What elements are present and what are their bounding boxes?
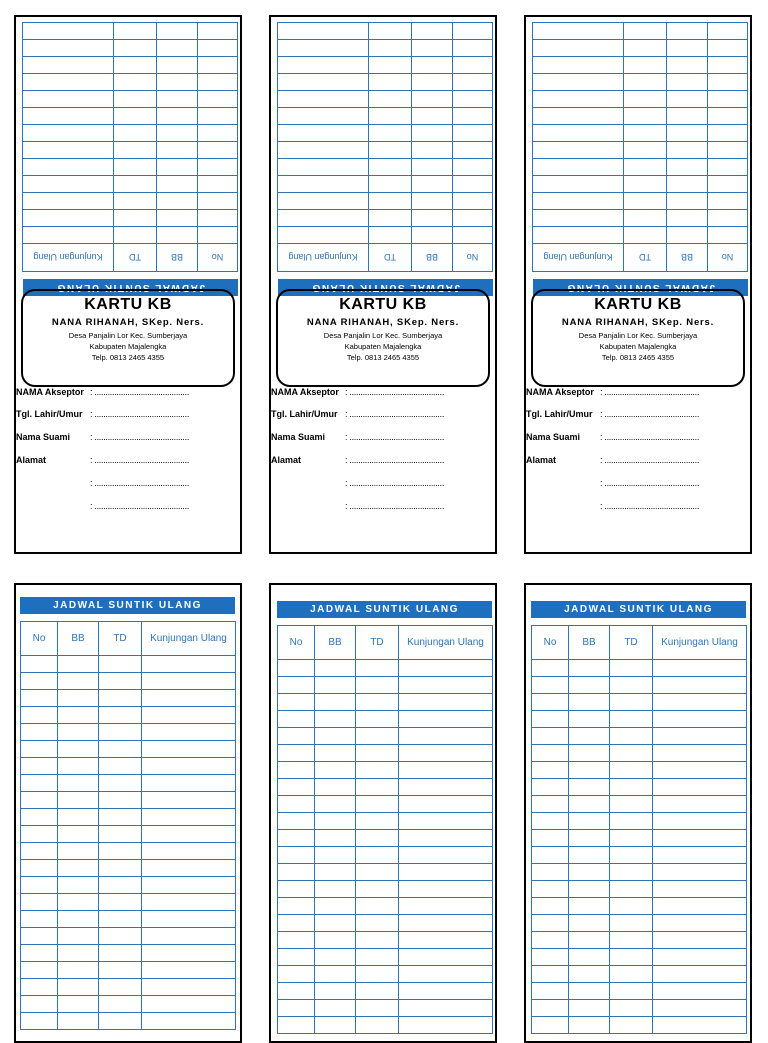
col-bb: BB bbox=[58, 622, 99, 656]
table-row bbox=[23, 125, 238, 142]
schedule-section bbox=[531, 601, 746, 1034]
table-row bbox=[533, 193, 748, 210]
col-bb: BB bbox=[157, 244, 198, 272]
table-row bbox=[278, 813, 493, 830]
table-row bbox=[278, 210, 493, 227]
form-row-alamat-2: : ........................................... bbox=[600, 478, 700, 488]
address-line-2: Kabupaten Majalengka bbox=[599, 342, 677, 351]
kb-card-front-3 bbox=[524, 15, 752, 554]
table-row bbox=[278, 898, 493, 915]
address-line-1: Desa Panjalin Lor Kec. Sumberjaya bbox=[578, 331, 698, 340]
col-bb: BB bbox=[412, 244, 453, 272]
table-row bbox=[21, 690, 236, 707]
table-row bbox=[278, 711, 493, 728]
table-row bbox=[21, 741, 236, 758]
table-row bbox=[21, 843, 236, 860]
table-row bbox=[532, 932, 747, 949]
table-row bbox=[533, 91, 748, 108]
card-title-box bbox=[531, 289, 745, 387]
form-row-alamat-2: : ........................................... bbox=[90, 478, 190, 488]
practitioner-name: NANA RIHANAH, SKep. Ners. bbox=[306, 317, 460, 328]
table-row bbox=[21, 724, 236, 741]
table-row bbox=[23, 108, 238, 125]
phone: Telp. 0813 2465 4355 bbox=[601, 353, 675, 362]
form-row-nama-suami: Nama Suami : ........................................... bbox=[16, 432, 190, 442]
table-row bbox=[532, 915, 747, 932]
form-row-nama: NAMA Akseptor : ........................................... bbox=[16, 387, 190, 397]
table-row bbox=[533, 142, 748, 159]
table-row bbox=[23, 176, 238, 193]
card-title: KARTU KB bbox=[594, 296, 682, 313]
table-row bbox=[533, 159, 748, 176]
schedule-table bbox=[531, 625, 747, 1034]
table-row bbox=[278, 677, 493, 694]
table-row bbox=[21, 826, 236, 843]
address-line-1: Desa Panjalin Lor Kec. Sumberjaya bbox=[68, 331, 188, 340]
card-title-box bbox=[276, 289, 490, 387]
table-row bbox=[278, 108, 493, 125]
table-row bbox=[278, 91, 493, 108]
schedule-table bbox=[20, 621, 236, 1030]
table-row bbox=[278, 23, 493, 40]
table-row bbox=[278, 40, 493, 57]
table-row bbox=[278, 864, 493, 881]
schedule-table bbox=[277, 22, 493, 272]
form-row-alamat-2: : ........................................... bbox=[345, 478, 445, 488]
form-row-alamat: Alamat : ........................................... bbox=[526, 455, 700, 465]
table-row bbox=[533, 227, 748, 244]
schedule-table bbox=[532, 22, 748, 272]
practitioner-name: NANA RIHANAH, SKep. Ners. bbox=[51, 317, 205, 328]
table-row bbox=[21, 809, 236, 826]
card-title: KARTU KB bbox=[339, 296, 427, 313]
table-row bbox=[532, 864, 747, 881]
col-td: TD bbox=[99, 622, 142, 656]
table-row bbox=[21, 911, 236, 928]
phone: Telp. 0813 2465 4355 bbox=[346, 353, 420, 362]
col-kunjungan: Kunjungan Ulang bbox=[533, 244, 624, 272]
table-row bbox=[21, 792, 236, 809]
col-no: No bbox=[278, 626, 315, 660]
table-row bbox=[532, 711, 747, 728]
table-row bbox=[23, 193, 238, 210]
table-row bbox=[278, 74, 493, 91]
table-row bbox=[23, 74, 238, 91]
table-row bbox=[532, 881, 747, 898]
table-row bbox=[532, 745, 747, 762]
table-row bbox=[278, 779, 493, 796]
table-row bbox=[532, 898, 747, 915]
card-title: KARTU KB bbox=[84, 296, 172, 313]
table-row bbox=[533, 210, 748, 227]
form-row-nama: NAMA Akseptor : ........................................... bbox=[526, 387, 700, 397]
table-row bbox=[23, 142, 238, 159]
table-row bbox=[533, 125, 748, 142]
table-row bbox=[278, 728, 493, 745]
table-row bbox=[21, 775, 236, 792]
table-row bbox=[23, 210, 238, 227]
upside-down-schedule bbox=[533, 22, 748, 296]
table-row bbox=[278, 1000, 493, 1017]
table-row bbox=[278, 881, 493, 898]
table-row bbox=[532, 796, 747, 813]
kb-card-front-2 bbox=[269, 15, 497, 554]
table-row bbox=[532, 694, 747, 711]
col-kunjungan: Kunjungan Ulang bbox=[653, 626, 747, 660]
table-row bbox=[278, 796, 493, 813]
table-row bbox=[278, 694, 493, 711]
table-row bbox=[21, 656, 236, 673]
table-row bbox=[21, 877, 236, 894]
form-row-alamat: Alamat : ........................................... bbox=[16, 455, 190, 465]
form-row-tgl-lahir: Tgl. Lahir/Umur : ........................................... bbox=[271, 409, 445, 419]
upside-down-schedule bbox=[278, 22, 493, 296]
upside-down-schedule bbox=[23, 22, 238, 296]
table-row bbox=[532, 677, 747, 694]
col-td: TD bbox=[610, 626, 653, 660]
table-row bbox=[532, 847, 747, 864]
table-row bbox=[532, 813, 747, 830]
table-row bbox=[532, 762, 747, 779]
table-row bbox=[278, 847, 493, 864]
kb-card-back-2 bbox=[269, 583, 497, 1043]
kb-card-front-1 bbox=[14, 15, 242, 554]
kb-card-back-3 bbox=[524, 583, 752, 1043]
table-row bbox=[278, 983, 493, 1000]
phone: Telp. 0813 2465 4355 bbox=[91, 353, 165, 362]
form-row-alamat: Alamat : ........................................... bbox=[271, 455, 445, 465]
schedule-header-row bbox=[533, 244, 748, 272]
col-td: TD bbox=[624, 244, 667, 272]
table-row bbox=[532, 660, 747, 677]
form-row-alamat-3: : ........................................... bbox=[345, 501, 445, 511]
table-row bbox=[532, 1017, 747, 1034]
table-row bbox=[23, 91, 238, 108]
col-td: TD bbox=[356, 626, 399, 660]
table-row bbox=[278, 125, 493, 142]
form-row-nama-suami: Nama Suami : ........................................... bbox=[526, 432, 700, 442]
table-row bbox=[21, 707, 236, 724]
table-row bbox=[21, 758, 236, 775]
table-row bbox=[23, 40, 238, 57]
table-row bbox=[278, 142, 493, 159]
table-row bbox=[533, 108, 748, 125]
schedule-banner: JADWAL SUNTIK ULANG bbox=[277, 601, 492, 618]
table-row bbox=[21, 673, 236, 690]
table-row bbox=[21, 860, 236, 877]
form-row-tgl-lahir: Tgl. Lahir/Umur : ........................................... bbox=[526, 409, 700, 419]
col-no: No bbox=[532, 626, 569, 660]
table-row bbox=[21, 894, 236, 911]
col-td: TD bbox=[114, 244, 157, 272]
table-row bbox=[532, 830, 747, 847]
schedule-banner: JADWAL SUNTIK ULANG bbox=[23, 279, 238, 296]
col-bb: BB bbox=[667, 244, 708, 272]
schedule-table bbox=[22, 22, 238, 272]
col-no: No bbox=[198, 244, 238, 272]
table-row bbox=[532, 983, 747, 1000]
table-row bbox=[532, 966, 747, 983]
table-row bbox=[278, 830, 493, 847]
col-kunjungan: Kunjungan Ulang bbox=[399, 626, 493, 660]
table-row bbox=[23, 57, 238, 74]
col-bb: BB bbox=[315, 626, 356, 660]
table-row bbox=[278, 949, 493, 966]
address-line-2: Kabupaten Majalengka bbox=[89, 342, 167, 351]
schedule-header-row bbox=[532, 626, 747, 660]
practitioner-name: NANA RIHANAH, SKep. Ners. bbox=[561, 317, 715, 328]
schedule-section bbox=[20, 597, 235, 1030]
schedule-header-row bbox=[23, 244, 238, 272]
table-row bbox=[533, 23, 748, 40]
form-row-tgl-lahir: Tgl. Lahir/Umur : ........................................... bbox=[16, 409, 190, 419]
col-kunjungan: Kunjungan Ulang bbox=[278, 244, 369, 272]
table-row bbox=[278, 966, 493, 983]
col-no: No bbox=[21, 622, 58, 656]
schedule-banner: JADWAL SUNTIK ULANG bbox=[533, 279, 748, 296]
table-row bbox=[278, 932, 493, 949]
table-row bbox=[278, 57, 493, 74]
table-row bbox=[533, 57, 748, 74]
schedule-banner: JADWAL SUNTIK ULANG bbox=[278, 279, 493, 296]
schedule-section bbox=[277, 601, 492, 1034]
col-no: No bbox=[708, 244, 748, 272]
form-row-nama-suami: Nama Suami : ........................................... bbox=[271, 432, 445, 442]
form-row-alamat-3: : ........................................... bbox=[600, 501, 700, 511]
table-row bbox=[278, 915, 493, 932]
table-row bbox=[278, 1017, 493, 1034]
schedule-header-row bbox=[278, 244, 493, 272]
address-line-1: Desa Panjalin Lor Kec. Sumberjaya bbox=[323, 331, 443, 340]
table-row bbox=[532, 1000, 747, 1017]
schedule-banner: JADWAL SUNTIK ULANG bbox=[531, 601, 746, 618]
table-row bbox=[21, 945, 236, 962]
table-row bbox=[533, 40, 748, 57]
table-row bbox=[532, 728, 747, 745]
table-row bbox=[278, 660, 493, 677]
schedule-header-row bbox=[278, 626, 493, 660]
table-row bbox=[533, 176, 748, 193]
schedule-table bbox=[277, 625, 493, 1034]
table-row bbox=[278, 176, 493, 193]
table-row bbox=[21, 962, 236, 979]
table-row bbox=[278, 159, 493, 176]
col-no: No bbox=[453, 244, 493, 272]
card-title-box bbox=[21, 289, 235, 387]
table-row bbox=[23, 227, 238, 244]
table-row bbox=[278, 193, 493, 210]
table-row bbox=[21, 996, 236, 1013]
table-row bbox=[21, 928, 236, 945]
table-row bbox=[23, 159, 238, 176]
kb-card-back-1 bbox=[14, 583, 242, 1043]
col-kunjungan: Kunjungan Ulang bbox=[142, 622, 236, 656]
form-row-alamat-3: : ........................................... bbox=[90, 501, 190, 511]
col-td: TD bbox=[369, 244, 412, 272]
schedule-banner: JADWAL SUNTIK ULANG bbox=[20, 597, 235, 614]
table-row bbox=[533, 74, 748, 91]
table-row bbox=[278, 762, 493, 779]
table-row bbox=[278, 227, 493, 244]
address-line-2: Kabupaten Majalengka bbox=[344, 342, 422, 351]
table-row bbox=[532, 949, 747, 966]
table-row bbox=[278, 745, 493, 762]
table-row bbox=[23, 23, 238, 40]
table-row bbox=[21, 1013, 236, 1030]
table-row bbox=[532, 779, 747, 796]
table-row bbox=[21, 979, 236, 996]
form-row-nama: NAMA Akseptor : ........................................... bbox=[271, 387, 445, 397]
col-kunjungan: Kunjungan Ulang bbox=[23, 244, 114, 272]
schedule-header-row bbox=[21, 622, 236, 656]
col-bb: BB bbox=[569, 626, 610, 660]
